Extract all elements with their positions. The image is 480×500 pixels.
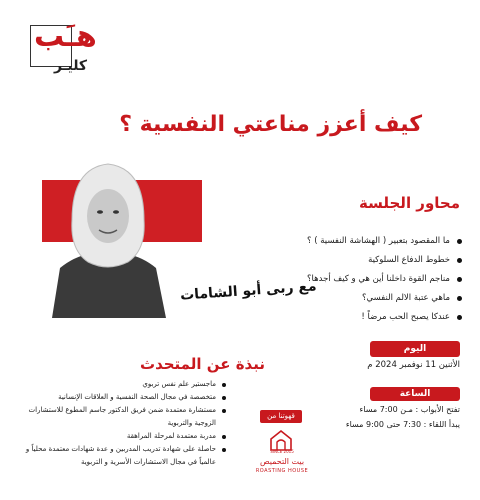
sponsor-tag: قهوتنا من (260, 410, 302, 423)
start-time-text: يبدأ اللقاء : 7:30 حتى 9:00 مساء (345, 420, 460, 429)
list-item: متخصصة في مجال الصحة النفسية و العلاقات الإنسانية (8, 391, 228, 404)
list-item: خطوط الدفاع السلوكية (244, 251, 464, 270)
topics-list (244, 232, 464, 327)
list-item: حاصلة على شهادة تدريب المدربين و عدة شهادات معتمدة محلياً و عالمياً في مجال الاستشارات الأسرية و التربوية (8, 443, 228, 469)
speaker-photo (42, 150, 172, 318)
list-item: مناجم القوة داخلنا أين هي و كيف أجدها؟ (244, 270, 464, 289)
speaker-name: مع ربى أبو الشامات (179, 278, 318, 304)
list-item: ما المقصود بتعبير ( الهشاشة النفسية ) ؟ (244, 232, 464, 251)
list-item: مدربة معتمدة لمرحلة المراهقة (8, 430, 228, 443)
list-item: ماجستير علم نفس تربوي (8, 378, 228, 391)
logo-mark: هـَب (34, 19, 97, 54)
day-label: اليوم (370, 341, 460, 357)
topics-heading: محاور الجلسة (359, 194, 460, 212)
sponsor-name-en: ROASTING HOUSE (255, 468, 309, 474)
sponsor-name-ar: بيت التحميص (259, 457, 305, 466)
list-item: عندكا يصبح الحب مرضاً ! (244, 308, 464, 327)
doors-open-text: تفتح الأبواب : مـن 7:00 مساء (359, 405, 460, 414)
list-item: ماهي عتبة الالم النفسي؟ (244, 289, 464, 308)
bio-heading: نبذة عن المتحدث (140, 355, 265, 373)
list-item: مستشارة معتمدة ضمن فريق الدكتور جاسم المطوع للاستشارات الزوجية والتربوية (8, 404, 228, 430)
event-title: كيف أعزز مناعتي النفسية ؟ (119, 112, 422, 137)
bio-list (8, 378, 228, 469)
time-label: الساعة (370, 387, 460, 401)
day-value: الأثنين 11 نوفمبر 2024 م (367, 360, 460, 370)
sponsor-since: SINCE 2015 (270, 449, 294, 454)
logo-wordmark: كليـر (54, 58, 88, 74)
